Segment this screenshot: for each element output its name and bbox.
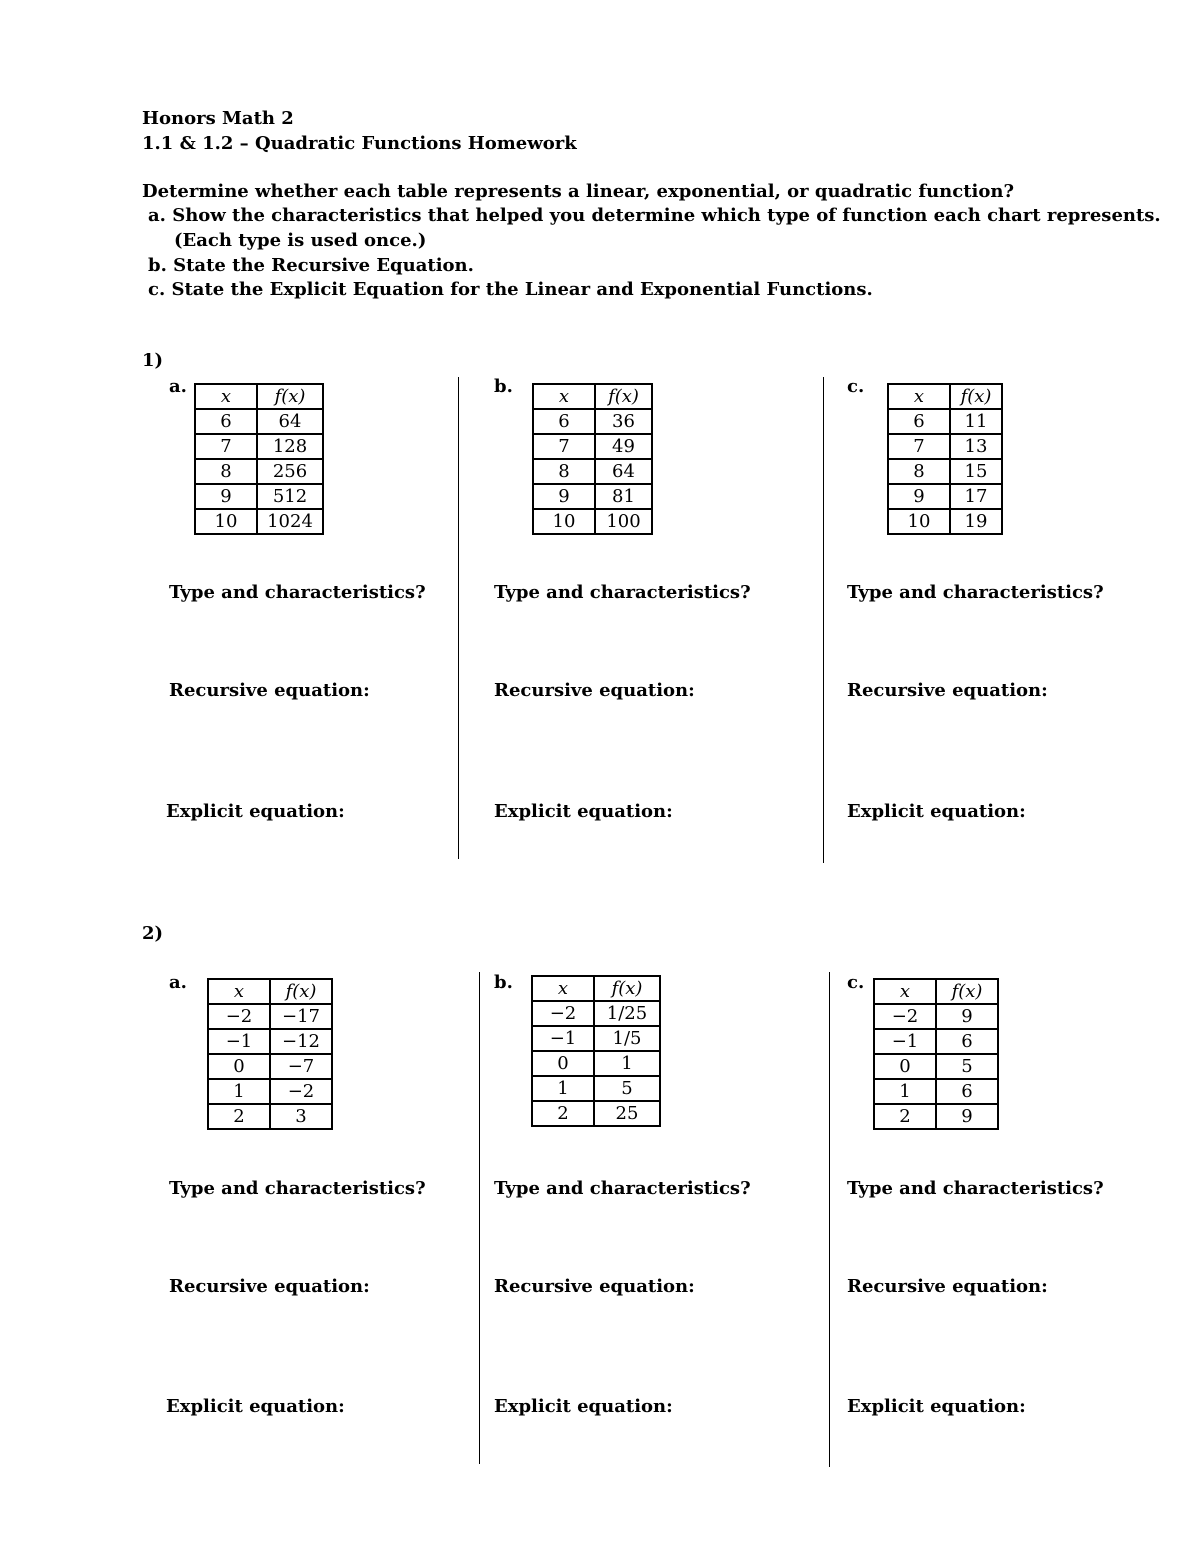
cell-x: 7 xyxy=(533,434,595,459)
table-row xyxy=(874,1029,998,1054)
instruction-b: b. State the Recursive Equation. xyxy=(148,255,474,276)
column-header-x: x xyxy=(532,976,594,1001)
cell-x: 1 xyxy=(208,1079,270,1104)
cell-fx: 9 xyxy=(936,1004,998,1029)
function-table xyxy=(531,975,661,1127)
cell-fx: 64 xyxy=(595,459,652,484)
cell-fx: 15 xyxy=(950,459,1002,484)
cell-fx: 13 xyxy=(950,434,1002,459)
instruction-c: c. State the Explicit Equation for the Linear and Exponential Functions. xyxy=(148,279,873,300)
table-row xyxy=(208,1079,332,1104)
cell-x: 9 xyxy=(888,484,950,509)
column-divider xyxy=(458,377,459,859)
cell-fx: 100 xyxy=(595,509,652,534)
column-divider xyxy=(829,972,830,1467)
table-row xyxy=(532,1051,660,1076)
cell-x: 0 xyxy=(532,1051,594,1076)
cell-x: −2 xyxy=(208,1004,270,1029)
table-row xyxy=(888,509,1002,534)
cell-fx: −2 xyxy=(270,1079,332,1104)
table-row xyxy=(208,1054,332,1079)
recursive-prompt: Recursive equation: xyxy=(494,1276,695,1297)
table-row xyxy=(208,1004,332,1029)
recursive-prompt: Recursive equation: xyxy=(494,680,695,701)
cell-fx: 256 xyxy=(257,459,323,484)
column-header-x: x xyxy=(874,979,936,1004)
cell-fx: 9 xyxy=(936,1104,998,1129)
cell-x: 7 xyxy=(195,434,257,459)
cell-x: −2 xyxy=(532,1001,594,1026)
column-divider xyxy=(823,377,824,863)
cell-x: 6 xyxy=(195,409,257,434)
recursive-prompt: Recursive equation: xyxy=(847,1276,1048,1297)
problem-2-number: 2) xyxy=(142,923,164,944)
cell-x: 0 xyxy=(208,1054,270,1079)
cell-fx: 6 xyxy=(936,1029,998,1054)
function-table xyxy=(873,978,999,1130)
table-row xyxy=(532,1076,660,1101)
table-row xyxy=(874,1004,998,1029)
cell-x: 10 xyxy=(195,509,257,534)
cell-fx: 81 xyxy=(595,484,652,509)
cell-fx: 512 xyxy=(257,484,323,509)
table-row xyxy=(195,484,323,509)
explicit-prompt: Explicit equation: xyxy=(847,1396,1026,1417)
instruction-a: a. Show the characteristics that helped you determine which type of function each chart represents. xyxy=(148,205,1161,226)
cell-x: 2 xyxy=(208,1104,270,1129)
table-row xyxy=(532,1026,660,1051)
type-prompt: Type and characteristics? xyxy=(169,582,426,603)
instructions-question: Determine whether each table represents a linear, exponential, or quadratic function? xyxy=(142,181,1015,202)
cell-fx: 1/5 xyxy=(594,1026,660,1051)
table-row xyxy=(533,509,652,534)
problem-1-number: 1) xyxy=(142,350,164,371)
table-row xyxy=(874,1079,998,1104)
cell-x: 2 xyxy=(532,1101,594,1126)
cell-fx: 49 xyxy=(595,434,652,459)
column-header-x: x xyxy=(195,384,257,409)
cell-x: 10 xyxy=(533,509,595,534)
cell-x: 6 xyxy=(533,409,595,434)
cell-x: 6 xyxy=(888,409,950,434)
table-row xyxy=(888,434,1002,459)
table-row xyxy=(195,509,323,534)
function-table xyxy=(532,383,653,535)
column-header-fx: f(x) xyxy=(950,384,1002,409)
table-row xyxy=(208,1104,332,1129)
cell-x: −1 xyxy=(532,1026,594,1051)
cell-fx: 11 xyxy=(950,409,1002,434)
table-row xyxy=(195,434,323,459)
course-title: Honors Math 2 xyxy=(142,108,294,129)
part-label: c. xyxy=(847,972,865,993)
cell-x: 7 xyxy=(888,434,950,459)
cell-fx: −7 xyxy=(270,1054,332,1079)
cell-fx: 6 xyxy=(936,1079,998,1104)
part-label: c. xyxy=(847,376,865,397)
cell-fx: −12 xyxy=(270,1029,332,1054)
part-label: b. xyxy=(494,972,513,993)
cell-x: 8 xyxy=(195,459,257,484)
column-header-fx: f(x) xyxy=(595,384,652,409)
column-header-x: x xyxy=(533,384,595,409)
part-label: b. xyxy=(494,376,513,397)
table-row xyxy=(874,1054,998,1079)
table-row xyxy=(533,459,652,484)
column-header-fx: f(x) xyxy=(270,979,332,1004)
explicit-prompt: Explicit equation: xyxy=(494,1396,673,1417)
table-row xyxy=(533,434,652,459)
type-prompt: Type and characteristics? xyxy=(494,582,751,603)
explicit-prompt: Explicit equation: xyxy=(494,801,673,822)
column-header-x: x xyxy=(208,979,270,1004)
recursive-prompt: Recursive equation: xyxy=(847,680,1048,701)
instruction-a-note: (Each type is used once.) xyxy=(174,230,427,251)
table-row xyxy=(195,459,323,484)
recursive-prompt: Recursive equation: xyxy=(169,1276,370,1297)
cell-x: 2 xyxy=(874,1104,936,1129)
type-prompt: Type and characteristics? xyxy=(169,1178,426,1199)
column-header-fx: f(x) xyxy=(936,979,998,1004)
table-row xyxy=(208,1029,332,1054)
cell-x: 1 xyxy=(532,1076,594,1101)
table-row xyxy=(888,409,1002,434)
function-table xyxy=(887,383,1003,535)
function-table xyxy=(194,383,324,535)
cell-fx: 5 xyxy=(594,1076,660,1101)
column-header-fx: f(x) xyxy=(594,976,660,1001)
cell-fx: 1 xyxy=(594,1051,660,1076)
cell-x: −1 xyxy=(874,1029,936,1054)
cell-fx: 36 xyxy=(595,409,652,434)
table-row xyxy=(532,1001,660,1026)
cell-fx: 25 xyxy=(594,1101,660,1126)
column-header-x: x xyxy=(888,384,950,409)
cell-x: −1 xyxy=(208,1029,270,1054)
cell-fx: 1024 xyxy=(257,509,323,534)
column-header-fx: f(x) xyxy=(257,384,323,409)
cell-fx: 3 xyxy=(270,1104,332,1129)
cell-fx: 128 xyxy=(257,434,323,459)
cell-x: 9 xyxy=(533,484,595,509)
cell-fx: 64 xyxy=(257,409,323,434)
cell-fx: −17 xyxy=(270,1004,332,1029)
cell-fx: 17 xyxy=(950,484,1002,509)
cell-x: 9 xyxy=(195,484,257,509)
part-label: a. xyxy=(169,376,187,397)
type-prompt: Type and characteristics? xyxy=(847,582,1104,603)
part-label: a. xyxy=(169,972,187,993)
table-row xyxy=(195,409,323,434)
cell-x: 8 xyxy=(533,459,595,484)
table-row xyxy=(874,1104,998,1129)
table-row xyxy=(888,459,1002,484)
function-table xyxy=(207,978,333,1130)
cell-fx: 5 xyxy=(936,1054,998,1079)
column-divider xyxy=(479,972,480,1464)
cell-x: −2 xyxy=(874,1004,936,1029)
cell-x: 8 xyxy=(888,459,950,484)
cell-x: 10 xyxy=(888,509,950,534)
explicit-prompt: Explicit equation: xyxy=(166,801,345,822)
type-prompt: Type and characteristics? xyxy=(494,1178,751,1199)
cell-fx: 1/25 xyxy=(594,1001,660,1026)
cell-fx: 19 xyxy=(950,509,1002,534)
table-row xyxy=(888,484,1002,509)
explicit-prompt: Explicit equation: xyxy=(166,1396,345,1417)
assignment-title: 1.1 & 1.2 – Quadratic Functions Homework xyxy=(142,133,577,154)
table-row xyxy=(532,1101,660,1126)
recursive-prompt: Recursive equation: xyxy=(169,680,370,701)
table-row xyxy=(533,409,652,434)
explicit-prompt: Explicit equation: xyxy=(847,801,1026,822)
type-prompt: Type and characteristics? xyxy=(847,1178,1104,1199)
cell-x: 1 xyxy=(874,1079,936,1104)
cell-x: 0 xyxy=(874,1054,936,1079)
table-row xyxy=(533,484,652,509)
